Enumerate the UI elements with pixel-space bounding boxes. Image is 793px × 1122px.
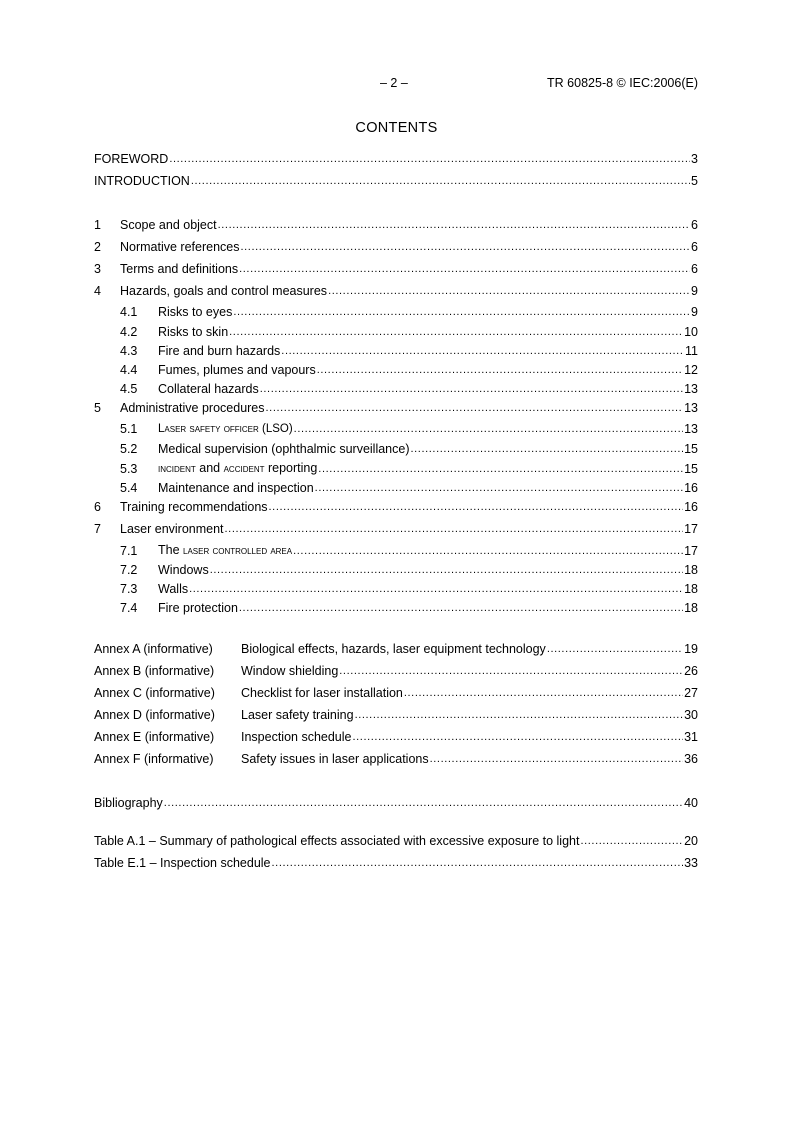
clause-number: 3 <box>94 262 101 276</box>
clause-number: 4.3 <box>120 344 138 358</box>
dot-leader <box>218 217 690 233</box>
toc-page-number: 13 <box>684 401 698 415</box>
clause-number: 4.4 <box>120 363 138 377</box>
dot-leader <box>169 151 690 167</box>
dot-leader <box>266 400 684 416</box>
toc-page-number: 3 <box>691 152 698 166</box>
dot-leader <box>210 562 683 578</box>
toc-clause-4-4[interactable] <box>120 362 698 378</box>
clause-number: 5 <box>94 401 101 415</box>
toc-page-number: 31 <box>684 730 698 744</box>
toc-entry-text: INTRODUCTION <box>94 174 190 188</box>
annex-title: Inspection schedule <box>241 730 352 744</box>
dot-leader <box>260 381 683 397</box>
toc-annex-e[interactable] <box>94 729 698 745</box>
toc-annex-c[interactable] <box>94 685 698 701</box>
annex-label: Annex C (informative) <box>94 686 215 700</box>
toc-page-number: 13 <box>684 382 698 396</box>
dot-leader <box>269 499 684 515</box>
clause-number: 5.4 <box>120 481 138 495</box>
toc-page-number: 11 <box>685 344 698 358</box>
dot-leader <box>229 324 683 340</box>
dot-leader <box>318 461 683 477</box>
toc-clause-4[interactable] <box>94 283 698 299</box>
page-header <box>0 76 793 94</box>
toc-page-number: 6 <box>691 240 698 254</box>
dot-leader <box>339 663 683 679</box>
toc-page-number: 27 <box>684 686 698 700</box>
toc-page-number: 18 <box>684 563 698 577</box>
page-title: CONTENTS <box>355 120 438 136</box>
toc-page-number: 6 <box>691 218 698 232</box>
clause-number: 4.2 <box>120 325 138 339</box>
clause-title: Medical supervision (ophthalmic surveillance) <box>158 442 410 456</box>
annex-label: Annex F (informative) <box>94 752 214 766</box>
toc-annex-a[interactable] <box>94 641 698 657</box>
clause-number: 7.3 <box>120 582 138 596</box>
page-number: – 2 – <box>380 76 408 90</box>
toc-clause-7-1[interactable] <box>120 543 698 559</box>
dot-leader <box>191 173 690 189</box>
dot-leader <box>164 795 683 811</box>
dot-leader <box>411 441 684 457</box>
toc-page-number: 15 <box>684 462 698 476</box>
dot-leader <box>294 421 683 437</box>
dot-leader <box>293 543 683 559</box>
toc-page-number: 40 <box>684 796 698 810</box>
dot-leader <box>281 343 684 359</box>
clause-number: 5.2 <box>120 442 138 456</box>
dot-leader <box>189 581 683 597</box>
toc-clause-4-1[interactable] <box>120 304 698 320</box>
clause-title: Walls <box>158 582 189 596</box>
toc-page-number: 5 <box>691 174 698 188</box>
toc-clause-5-2[interactable] <box>120 441 698 457</box>
toc-table-e1[interactable] <box>94 855 698 871</box>
clause-title: Fumes, plumes and vapours <box>158 363 316 377</box>
clause-title: Terms and definitions <box>120 262 239 276</box>
clause-title <box>158 460 317 477</box>
annex-label: Annex B (informative) <box>94 664 215 678</box>
table-title: Table A.1 – Summary of pathological effects associated with excessive exposure to light <box>94 834 580 848</box>
toc-page-number: 16 <box>684 481 698 495</box>
toc-annex-d[interactable] <box>94 707 698 723</box>
toc-clause-2[interactable] <box>94 239 698 255</box>
clause-title: Risks to eyes <box>158 305 233 319</box>
clause-number: 1 <box>94 218 101 232</box>
title-prefix: The <box>158 543 184 557</box>
toc-page-number: 13 <box>684 422 698 436</box>
clause-number: 4 <box>94 284 101 298</box>
annex-label: Annex A (informative) <box>94 642 213 656</box>
clause-number: 2 <box>94 240 101 254</box>
toc-page-number: 19 <box>684 642 698 656</box>
dot-leader <box>225 521 684 537</box>
dot-leader <box>233 304 690 320</box>
term-accident: accident <box>223 463 265 475</box>
toc-clause-4-5[interactable] <box>120 381 698 397</box>
document-id: TR 60825-8 © IEC:2006(E) <box>547 76 698 90</box>
toc-clause-6[interactable] <box>94 499 698 515</box>
clause-number: 7 <box>94 522 101 536</box>
toc-page-number: 26 <box>684 664 698 678</box>
toc-clause-3[interactable] <box>94 261 698 277</box>
dot-leader <box>355 707 684 723</box>
clause-number: 7.1 <box>120 544 138 558</box>
toc-table-a1[interactable] <box>94 833 698 849</box>
toc-clause-5-4[interactable] <box>120 480 698 496</box>
dot-leader <box>353 729 684 745</box>
toc-entry-text: Bibliography <box>94 796 163 810</box>
clause-title: Fire protection <box>158 601 238 615</box>
clause-title: Collateral hazards <box>158 382 259 396</box>
clause-title: Hazards, goals and control measures <box>120 284 328 298</box>
toc-page-number: 10 <box>684 325 698 339</box>
clause-number: 7.4 <box>120 601 138 615</box>
clause-title: Risks to skin <box>158 325 229 339</box>
clause-number: 5.1 <box>120 422 138 436</box>
clause-title: Scope and object <box>120 218 217 232</box>
toc-page-number: 17 <box>684 544 698 558</box>
toc-clause-5[interactable] <box>94 400 698 416</box>
clause-title: Normative references <box>120 240 240 254</box>
clause-number: 4.5 <box>120 382 138 396</box>
toc-page-number: 30 <box>684 708 698 722</box>
annex-title: Checklist for laser installation <box>241 686 403 700</box>
clause-title: Laser environment <box>120 522 224 536</box>
clause-title: Laser safety officer (LSO) <box>158 423 293 435</box>
clause-title: Training recommendations <box>120 500 268 514</box>
title-joiner: and <box>195 461 224 475</box>
toc-clause-1[interactable] <box>94 217 698 233</box>
dot-leader <box>328 283 690 299</box>
dot-leader <box>404 685 683 701</box>
toc-clause-7-2[interactable] <box>120 562 698 578</box>
clause-number: 7.2 <box>120 563 138 577</box>
clause-number: 5.3 <box>120 462 138 476</box>
clause-title: Administrative procedures <box>120 401 265 415</box>
annex-title: Safety issues in laser applications <box>241 752 429 766</box>
toc-clause-7-3[interactable] <box>120 581 698 597</box>
clause-title <box>158 542 292 559</box>
toc-page-number: 18 <box>684 582 698 596</box>
clause-title: Fire and burn hazards <box>158 344 281 358</box>
annex-title: Biological effects, hazards, laser equipment technology <box>241 642 546 656</box>
toc-entry-bibliography[interactable] <box>94 795 698 811</box>
toc-entry-introduction[interactable] <box>94 173 698 189</box>
annex-title: Laser safety training <box>241 708 354 722</box>
toc-page-number: 12 <box>684 363 698 377</box>
dot-leader <box>430 751 683 767</box>
toc-page-number: 36 <box>684 752 698 766</box>
toc-page-number: 33 <box>684 856 698 870</box>
clause-title: Windows <box>158 563 209 577</box>
toc-annex-b[interactable] <box>94 663 698 679</box>
clause-number: 4.1 <box>120 305 138 319</box>
dot-leader <box>241 239 691 255</box>
toc-annex-f[interactable] <box>94 751 698 767</box>
toc-clause-5-3[interactable] <box>120 461 698 477</box>
toc-page-number: 16 <box>684 500 698 514</box>
toc-page-number: 17 <box>684 522 698 536</box>
toc-page-number: 6 <box>691 262 698 276</box>
toc-page-number: 15 <box>684 442 698 456</box>
annex-title: Window shielding <box>241 664 339 678</box>
annex-label: Annex E (informative) <box>94 730 215 744</box>
table-title: Table E.1 – Inspection schedule <box>94 856 271 870</box>
annex-label: Annex D (informative) <box>94 708 215 722</box>
term-incident: incident <box>158 463 196 475</box>
toc-clause-4-2[interactable] <box>120 324 698 340</box>
dot-leader <box>315 480 683 496</box>
toc-page-number: 20 <box>684 834 698 848</box>
dot-leader <box>272 855 684 871</box>
toc-clause-7-4[interactable] <box>120 600 698 616</box>
toc-entry-foreword[interactable] <box>94 151 698 167</box>
toc-page-number: 18 <box>684 601 698 615</box>
toc-entry-text: FOREWORD <box>94 152 169 166</box>
toc-clause-5-1[interactable] <box>120 421 698 437</box>
title-suffix: reporting <box>264 461 318 475</box>
toc-clause-7[interactable] <box>94 521 698 537</box>
dot-leader <box>580 833 683 849</box>
dot-leader <box>317 362 683 378</box>
toc-page-number: 9 <box>691 305 698 319</box>
toc-clause-4-3[interactable] <box>120 343 698 359</box>
toc-page-number: 9 <box>691 284 698 298</box>
dot-leader <box>239 600 683 616</box>
dot-leader <box>547 641 683 657</box>
term-laser-controlled-area: laser controlled area <box>183 545 293 557</box>
clause-title: Maintenance and inspection <box>158 481 314 495</box>
dot-leader <box>239 261 690 277</box>
clause-number: 6 <box>94 500 101 514</box>
